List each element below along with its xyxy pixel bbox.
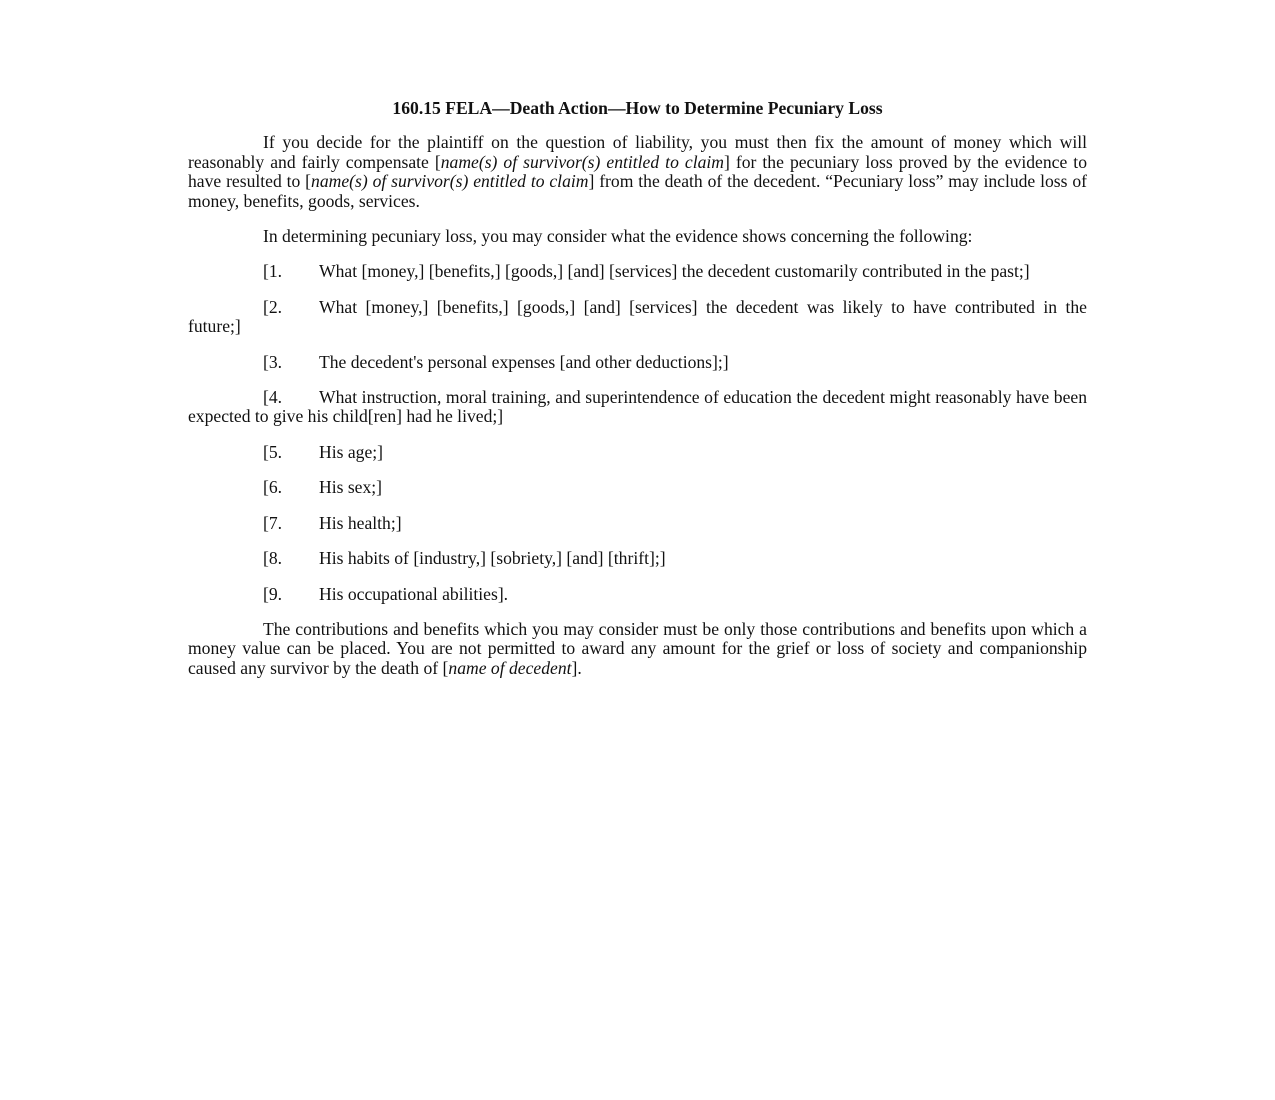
list-item-number: [6. bbox=[263, 477, 283, 498]
list-item-text: The decedent's personal expenses [and other deductions];] bbox=[319, 351, 729, 372]
survivor-placeholder-2: name(s) of survivor(s) entitled to claim bbox=[311, 171, 589, 192]
list-item-text: His age;] bbox=[319, 441, 384, 462]
paragraph-determining: In determining pecuniary loss, you may consider what the evidence shows concerning the following: bbox=[263, 226, 973, 247]
list-item bbox=[188, 388, 1087, 427]
list-item bbox=[188, 549, 1087, 568]
list-item bbox=[188, 514, 1087, 533]
list-item-text: What [money,] [benefits,] [goods,] [and] [services] the decedent customarily contributed in the past;] bbox=[319, 261, 1030, 282]
list-item-number: [2. bbox=[263, 296, 283, 317]
survivor-placeholder-1: name(s) of survivor(s) entitled to claim bbox=[440, 151, 724, 172]
list-item-text: His occupational abilities]. bbox=[319, 583, 509, 604]
list-item-text: What instruction, moral training, and superintendence of education the decedent might reasonably have been expected to give his child[ren] had he lived;] bbox=[188, 387, 1087, 427]
list-item bbox=[188, 262, 1087, 281]
paragraph-compensation-text-c: ] from the death of the decedent. “Pecuniary loss” may include loss of money, benefits, goods, services. bbox=[188, 171, 1087, 211]
decedent-placeholder: name of decedent bbox=[448, 657, 572, 678]
page-title: 160.15 FELA—Death Action—How to Determine Pecuniary Loss bbox=[392, 98, 883, 118]
list-item-text: What [money,] [benefits,] [goods,] [and] [services] the decedent was likely to have contributed in the future;] bbox=[188, 296, 1087, 337]
document-page bbox=[188, 99, 1087, 694]
list-item-text: His habits of [industry,] [sobriety,] [and] [thrift];] bbox=[319, 548, 666, 569]
list-item bbox=[188, 298, 1087, 337]
list-item-number: [5. bbox=[263, 441, 283, 462]
list-item-number: [8. bbox=[263, 548, 283, 569]
list-item-text: His sex;] bbox=[319, 477, 383, 498]
list-item bbox=[188, 478, 1087, 497]
list-item-number: [1. bbox=[263, 261, 283, 282]
paragraph-contributions-text-b: ]. bbox=[571, 657, 582, 678]
list-item-number: [4. bbox=[263, 387, 283, 408]
list-item-number: [7. bbox=[263, 512, 283, 533]
list-item bbox=[188, 585, 1087, 604]
paragraph-compensation-text-a: If you decide for the plaintiff on the question of liability, you must then fix the amount of money which will reasonably and fairly compensate [ bbox=[188, 132, 1087, 172]
paragraph-compensation-text-b: ] for the pecuniary loss proved by the evidence to have resulted to [ bbox=[188, 151, 1087, 192]
paragraph-compensation bbox=[188, 133, 1087, 211]
list-item bbox=[188, 443, 1087, 462]
list-item-number: [9. bbox=[263, 583, 283, 604]
paragraph-contributions bbox=[188, 620, 1087, 678]
paragraph-contributions-text-a: The contributions and benefits which you may consider must be only those contributions and benefits upon which a money value can be placed. You are not permitted to award any amount for the grief or loss of society and companionship caused any survivor by the death of [ bbox=[188, 618, 1087, 678]
list-item bbox=[188, 353, 1087, 372]
list-item-number: [3. bbox=[263, 351, 283, 372]
list-item-text: His health;] bbox=[319, 512, 402, 533]
